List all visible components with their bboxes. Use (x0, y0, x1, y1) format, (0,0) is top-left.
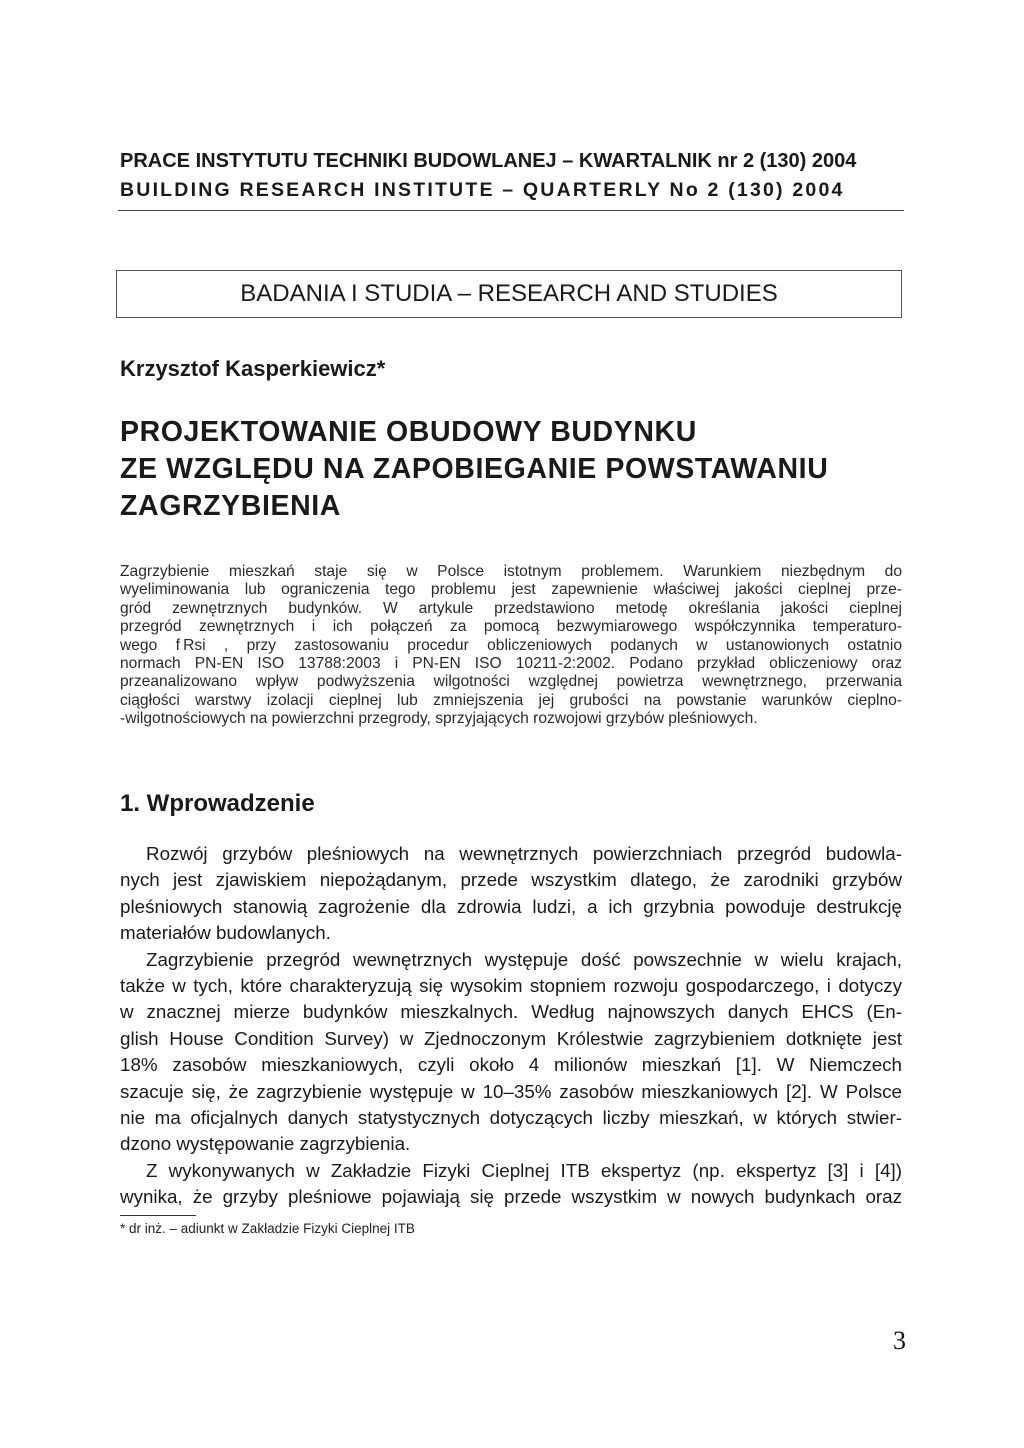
article-title (120, 414, 920, 525)
body-line: 18% zasobów mieszkaniowych, czyli około 4 milionów mieszkań [1]. W Niemczech (120, 1054, 902, 1076)
abstract-line: -wilgotnościowych na powierzchni przegrody, sprzyjających rozwojowi grzybów pleśniowych. (120, 710, 758, 728)
title-line: ZAGRZYBIENIA (120, 490, 341, 522)
abstract (120, 563, 902, 729)
body-line: wynika, że grzyby pleśniowe pojawiają się przede wszystkim w nowych budynkach oraz (120, 1186, 902, 1208)
title-line: ZE WZGLĘDU NA ZAPOBIEGANIE POWSTAWANIU (120, 453, 829, 485)
body-line: w znacznej mierze budynków mieszkalnych. Według najnowszych danych EHCS (En- (120, 1001, 902, 1023)
section-label-box (116, 270, 902, 318)
abstract-line: przegród zewnętrznych i ich połączeń za pomocą bezwymiarowego współczynnika temperaturo- (120, 618, 902, 636)
body-line: Z wykonywanych w Zakładzie Fizyki Cieplnej ITB ekspertyz (np. ekspertyz [3] i [4]) (146, 1159, 902, 1181)
section-label: BADANIA I STUDIA – RESEARCH AND STUDIES (240, 280, 778, 307)
header-rule (118, 210, 904, 211)
body-line: dzono występowanie zagrzybienia. (120, 1133, 411, 1155)
footnote: * dr inż. – adiunkt w Zakładzie Fizyki Cieplnej ITB (120, 1221, 415, 1236)
body-line: nych jest zjawiskiem niepożądanym, przede wszystkim dlatego, że zarodniki grzybów (120, 869, 902, 891)
journal-header-pl: PRACE INSTYTUTU TECHNIKI BUDOWLANEJ – KWARTALNIK nr 2 (130) 2004 (120, 150, 857, 172)
body-line: pleśniowych stanowią zagrożenie dla zdrowia ludzi, a ich grzybnia powoduje destrukcję (120, 895, 902, 917)
body-text (120, 841, 902, 1210)
body-line: materiałów budowlanych. (120, 922, 331, 944)
title-line: PROJEKTOWANIE OBUDOWY BUDYNKU (120, 416, 697, 448)
abstract-line: przeanalizowano wpływ podwyższenia wilgotności względnej powietrza wewnętrznego, przerwania (120, 673, 902, 691)
page-number: 3 (893, 1326, 906, 1355)
body-line: szacuje się, że zagrzybienie występuje w 10–35% zasobów mieszkaniowych [2]. W Polsce (120, 1080, 902, 1102)
section-heading: 1. Wprowadzenie (120, 790, 315, 817)
footnote-rule (120, 1215, 196, 1216)
body-line: Zagrzybienie przegród wewnętrznych występuje dość powszechnie w wielu krajach, (146, 948, 902, 970)
journal-header-en: BUILDING RESEARCH INSTITUTE – QUARTERLY No 2 (130) 2004 (120, 179, 845, 201)
abstract-line: Zagrzybienie mieszkań staje się w Polsce istotnym problemem. Warunkiem niezbędnym do (120, 563, 902, 580)
body-line: glish House Condition Survey) w Zjednoczonym Królestwie zagrzybieniem dotknięte jest (120, 1027, 902, 1049)
abstract-line: gród zewnętrznych budynków. W artykule przedstawiono metodę określania jakości cieplnej (120, 599, 902, 617)
author-name: Krzysztof Kasperkiewicz* (120, 356, 386, 381)
abstract-line: wego f Rsi , przy zastosowaniu procedur obliczeniowych podanych w ustanowionych ostatnio (120, 636, 902, 654)
abstract-line: wyeliminowania lub ograniczenia tego problemu jest zapewnienie właściwej jakości cieplnej prze- (120, 581, 902, 599)
body-line: także w tych, które charakteryzują się wysokim stopniem rozwoju gospodarczego, i dotyczy (120, 974, 902, 996)
body-line: Rozwój grzybów pleśniowych na wewnętrznych powierzchniach przegród budowla- (146, 843, 902, 864)
body-line: nie ma oficjalnych danych statystycznych dotyczących liczby mieszkań, w których stwier- (120, 1106, 902, 1128)
abstract-line: ciągłości warstwy izolacji cieplnej lub zmniejszenia jej grubości na powstanie warunków cieplno- (120, 691, 902, 709)
abstract-line: normach PN-EN ISO 13788:2003 i PN-EN ISO 10211-2:2002. Podano przykład obliczeniowy oraz (120, 654, 902, 672)
